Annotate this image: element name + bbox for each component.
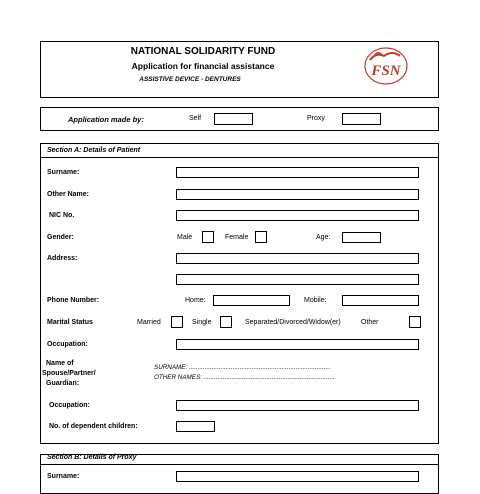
age-label: Age: xyxy=(316,234,331,241)
female-checkbox[interactable] xyxy=(255,231,267,243)
occupation-label: Occupation: xyxy=(47,341,88,348)
form-title: NATIONAL SOLIDARITY FUND xyxy=(130,46,276,57)
occupation-field[interactable] xyxy=(176,339,419,350)
spouse-occupation-field[interactable] xyxy=(176,400,419,411)
section-b-title: Section B: Details of Proxy xyxy=(47,454,137,461)
section-a-title: Section A: Details of Patient xyxy=(47,147,141,154)
dependents-label: No. of dependent children: xyxy=(49,423,138,430)
separated-label: Separated/Divorced/Widow(er) xyxy=(245,319,341,326)
proxy-surname-label: Surname: xyxy=(47,473,80,480)
other-status-label: Other xyxy=(361,319,379,326)
section-b-divider xyxy=(40,464,439,465)
home-label: Home: xyxy=(185,297,206,304)
nic-label: NIC No. xyxy=(49,212,75,219)
self-label: Self xyxy=(189,115,202,122)
svg-text:FSN: FSN xyxy=(371,63,401,79)
mobile-label: Mobile: xyxy=(304,297,327,304)
application-made-by-label: Application made by: xyxy=(68,115,144,124)
married-checkbox[interactable] xyxy=(171,316,183,328)
phone-label: Phone Number: xyxy=(47,297,100,304)
mobile-phone-field[interactable] xyxy=(342,295,419,306)
address-field-1[interactable] xyxy=(176,253,419,264)
single-checkbox[interactable] xyxy=(220,316,232,328)
address-field-2[interactable] xyxy=(176,274,419,285)
section-a-divider xyxy=(40,157,439,158)
name-of-label-1: Name of xyxy=(46,360,74,367)
marital-status-label: Marital Status xyxy=(47,319,93,326)
name-of-label-2: Spouse/Partner/ xyxy=(42,370,96,377)
surname-field[interactable] xyxy=(176,167,419,178)
proxy-surname-field[interactable] xyxy=(176,471,419,482)
single-label: Single xyxy=(192,319,212,326)
other-name-field[interactable] xyxy=(176,189,419,200)
proxy-label: Proxy xyxy=(307,115,325,122)
spouse-surname-line[interactable]: SURNAME: ................................................................................. xyxy=(154,364,331,371)
name-of-label-3: Guardian: xyxy=(46,380,80,387)
age-field[interactable] xyxy=(342,232,381,243)
form-device: ASSISTIVE DEVICE - DENTURES xyxy=(139,76,241,83)
self-field[interactable] xyxy=(214,113,253,125)
gender-label: Gender: xyxy=(47,234,74,241)
home-phone-field[interactable] xyxy=(213,295,290,306)
address-label: Address: xyxy=(47,255,78,262)
form-subtitle: Application for financial assistance xyxy=(131,61,275,71)
married-label: Married xyxy=(137,319,161,326)
fsn-logo-icon xyxy=(362,46,410,86)
proxy-field[interactable] xyxy=(342,113,381,125)
other-name-label: Other Name: xyxy=(47,191,90,198)
other-status-checkbox[interactable] xyxy=(409,316,421,328)
nic-field[interactable] xyxy=(176,210,419,221)
male-checkbox[interactable] xyxy=(202,231,214,243)
female-label: Female xyxy=(225,234,249,241)
spouse-occupation-label: Occupation: xyxy=(49,402,90,409)
spouse-other-names-line[interactable]: OTHER NAMES: ........................................................................... xyxy=(154,374,335,381)
dependents-field[interactable] xyxy=(176,421,215,432)
male-label: Male xyxy=(177,234,193,241)
surname-label: Surname: xyxy=(47,169,80,176)
